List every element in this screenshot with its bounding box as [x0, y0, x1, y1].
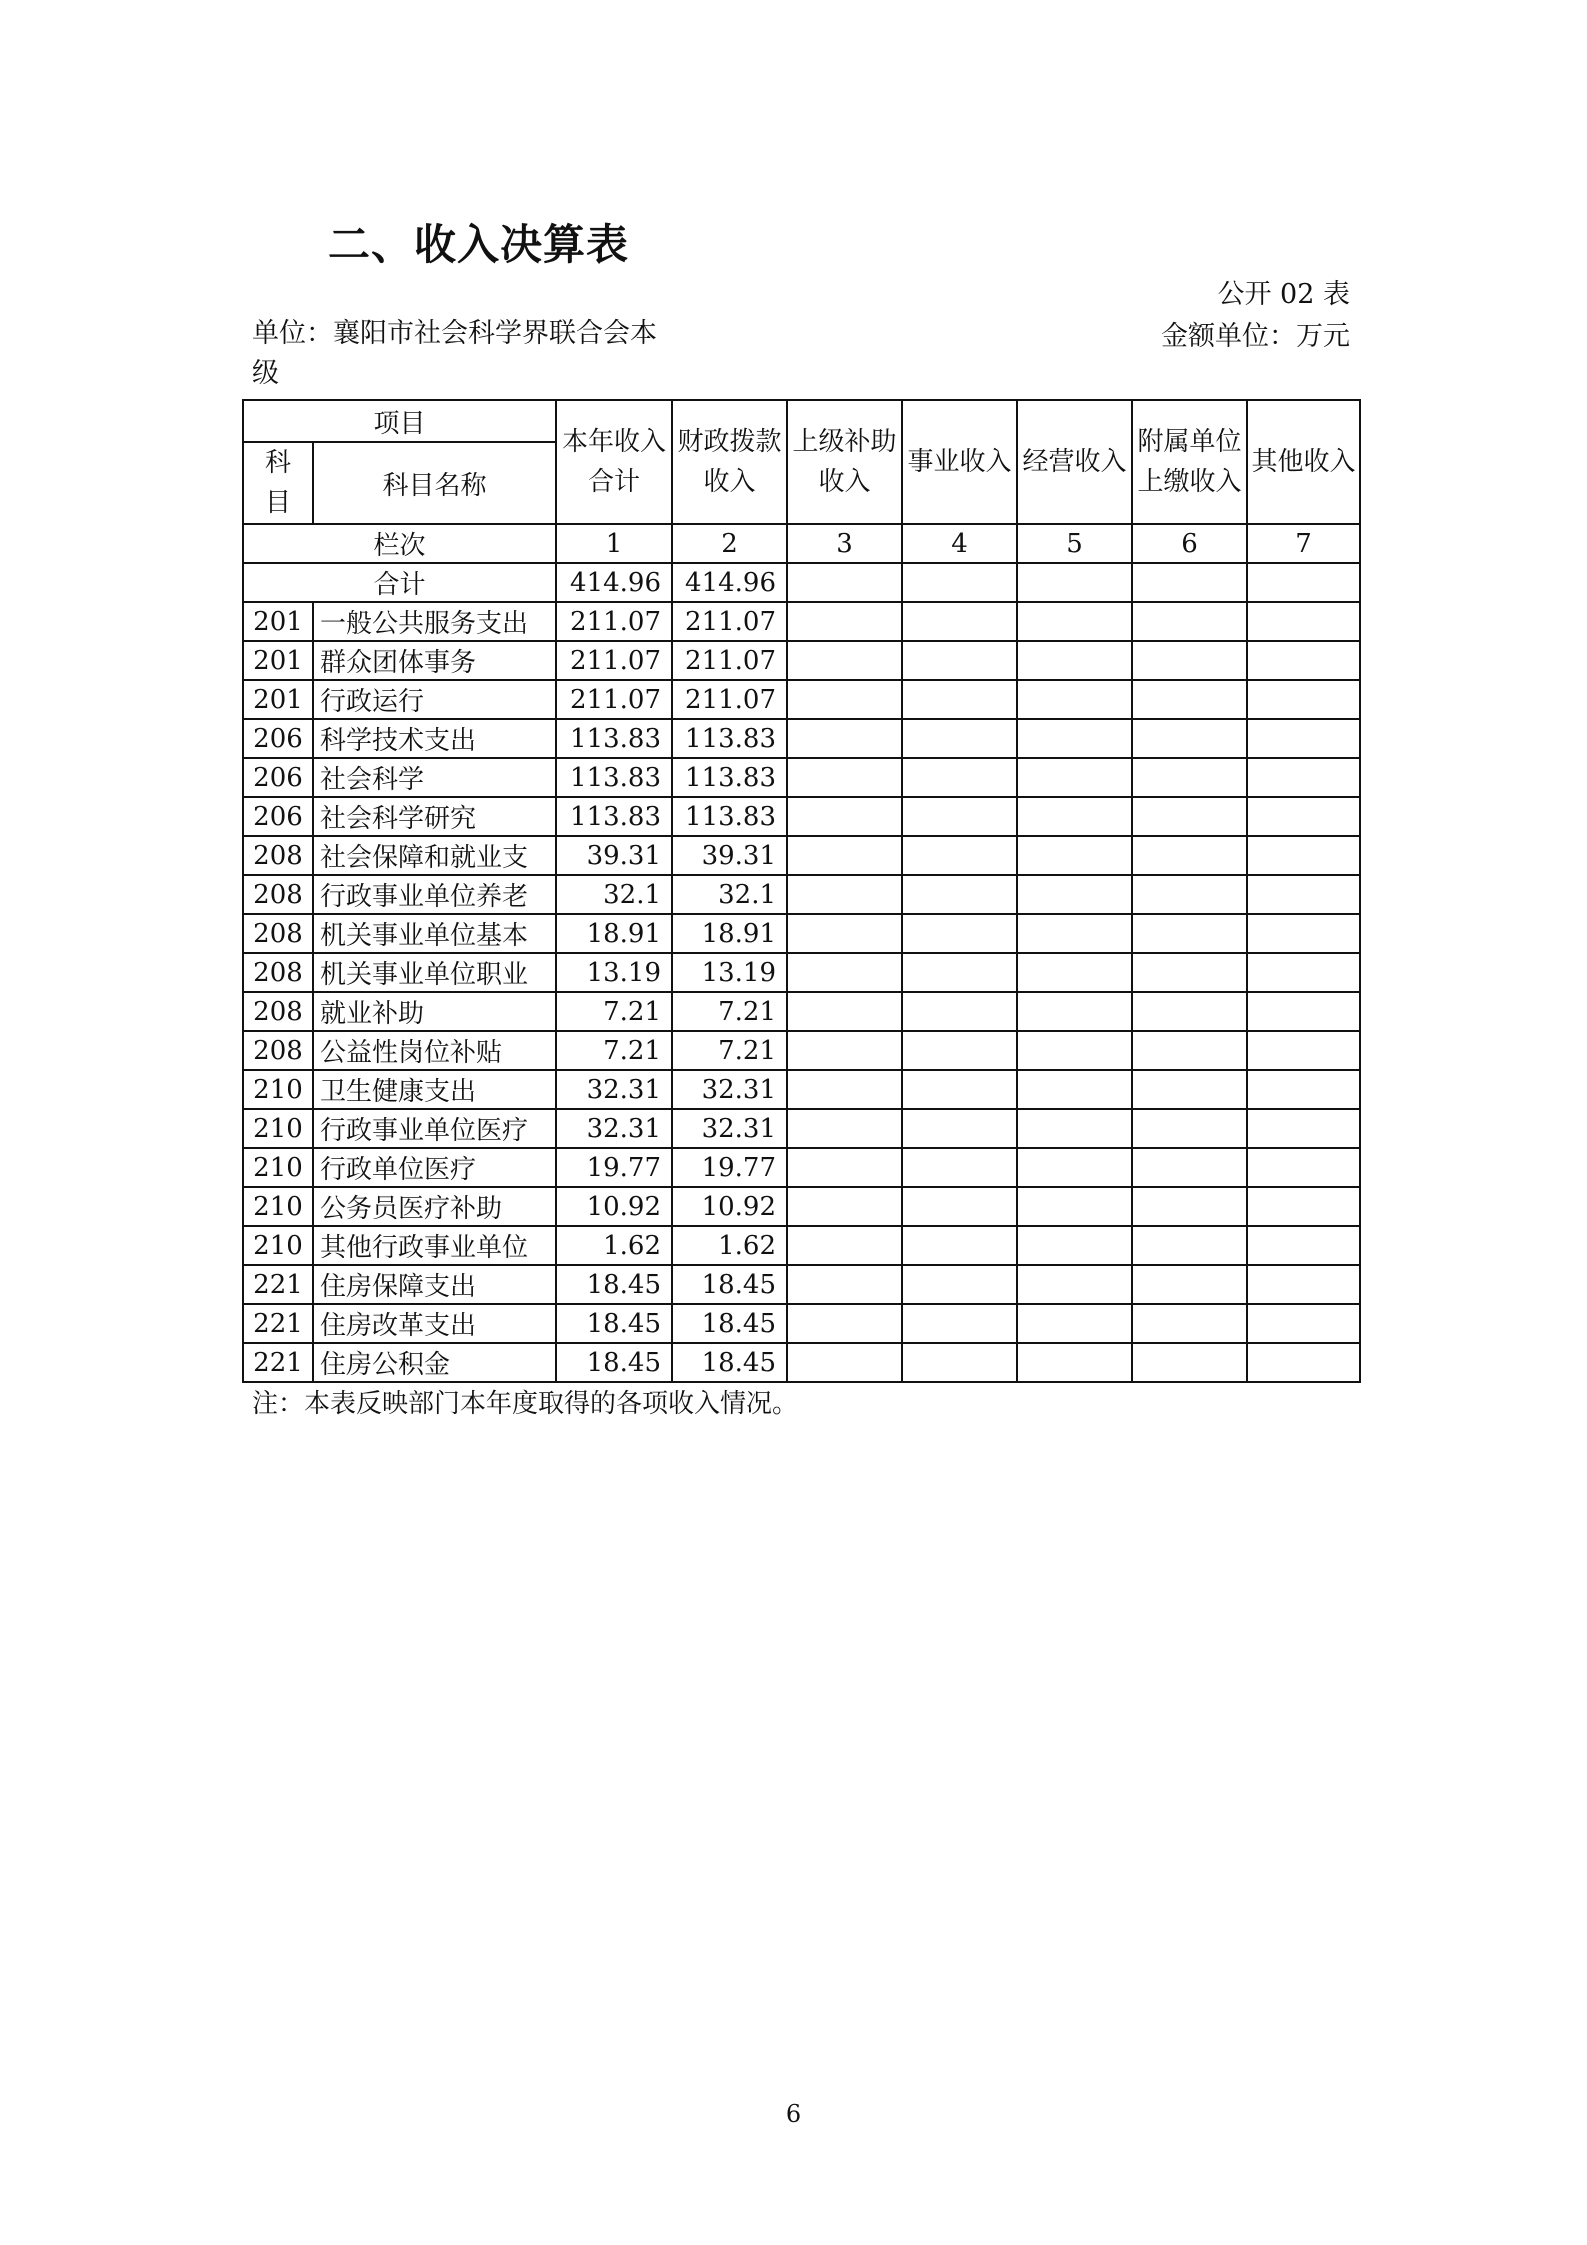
table-row [243, 836, 1360, 875]
header-col-1: 本年收入合计 [556, 400, 672, 524]
row-value [1132, 680, 1247, 719]
row-value [1247, 836, 1360, 875]
row-value [787, 992, 902, 1031]
row-value: 18.45 [672, 1265, 787, 1304]
header-xiangmu: 项目 [243, 400, 556, 442]
table-row [243, 758, 1360, 797]
row-value: 113.83 [672, 758, 787, 797]
row-value: 32.31 [672, 1070, 787, 1109]
row-value: 211.07 [672, 602, 787, 641]
table-row [243, 602, 1360, 641]
row-code: 208 [243, 992, 313, 1031]
table-row [243, 953, 1360, 992]
row-code: 206 [243, 797, 313, 836]
row-value [787, 914, 902, 953]
row-value [902, 797, 1017, 836]
row-value [902, 1070, 1017, 1109]
row-value: 7.21 [672, 992, 787, 1031]
income-table [242, 399, 1361, 1383]
row-value: 1.62 [556, 1226, 672, 1265]
header-col-4: 事业收入 [902, 400, 1017, 524]
header-row-1 [243, 400, 1360, 442]
row-value [787, 1226, 902, 1265]
row-code: 206 [243, 719, 313, 758]
row-value [902, 1187, 1017, 1226]
row-value [787, 1187, 902, 1226]
row-value [1132, 602, 1247, 641]
table-row [243, 1187, 1360, 1226]
row-value: 18.45 [556, 1265, 672, 1304]
row-value [1132, 1031, 1247, 1070]
row-code: 210 [243, 1187, 313, 1226]
row-value [1017, 602, 1132, 641]
row-value [787, 602, 902, 641]
row-value [1017, 1070, 1132, 1109]
total-value [787, 563, 902, 602]
row-value: 19.77 [556, 1148, 672, 1187]
lanci-num: 1 [556, 524, 672, 563]
row-value: 211.07 [672, 641, 787, 680]
total-value [1132, 563, 1247, 602]
row-value [1132, 641, 1247, 680]
lanci-num: 4 [902, 524, 1017, 563]
table-row [243, 1070, 1360, 1109]
doc-code: 公开 02 表 [1217, 279, 1350, 310]
row-value [787, 836, 902, 875]
table-row [243, 875, 1360, 914]
row-value [1017, 1304, 1132, 1343]
row-value: 39.31 [672, 836, 787, 875]
row-code: 201 [243, 602, 313, 641]
row-value [1017, 797, 1132, 836]
row-code: 210 [243, 1070, 313, 1109]
row-name: 社会科学研究 [313, 797, 556, 836]
row-value [1247, 1187, 1360, 1226]
row-value [902, 836, 1017, 875]
row-value [787, 1109, 902, 1148]
row-code: 201 [243, 680, 313, 719]
row-value [1017, 1109, 1132, 1148]
total-value [1017, 563, 1132, 602]
row-value [787, 1148, 902, 1187]
row-name: 住房改革支出 [313, 1304, 556, 1343]
row-value [787, 1343, 902, 1382]
row-value [1132, 1070, 1247, 1109]
row-code: 208 [243, 875, 313, 914]
row-value [1017, 1031, 1132, 1070]
row-name: 行政运行 [313, 680, 556, 719]
row-value [1017, 836, 1132, 875]
table-row [243, 680, 1360, 719]
row-value [1247, 875, 1360, 914]
header-kemu: 科目 [243, 442, 313, 524]
row-value [902, 1304, 1017, 1343]
lanci-num: 5 [1017, 524, 1132, 563]
row-value [1132, 1109, 1247, 1148]
row-value: 211.07 [556, 641, 672, 680]
header-kemu-name: 科目名称 [313, 442, 556, 524]
row-value [1247, 1265, 1360, 1304]
row-value [1017, 1187, 1132, 1226]
table-row [243, 914, 1360, 953]
row-name: 住房公积金 [313, 1343, 556, 1382]
row-value [1247, 719, 1360, 758]
table-row [243, 797, 1360, 836]
row-value [902, 1031, 1017, 1070]
row-value: 18.45 [672, 1304, 787, 1343]
row-value [1247, 641, 1360, 680]
row-value [787, 953, 902, 992]
row-value [1247, 914, 1360, 953]
row-code: 210 [243, 1148, 313, 1187]
row-value [1132, 719, 1247, 758]
row-value: 7.21 [672, 1031, 787, 1070]
page-number: 6 [785, 2100, 802, 2128]
row-code: 210 [243, 1226, 313, 1265]
row-value [1132, 758, 1247, 797]
unit-org: 单位：襄阳市社会科学界联合会本级 [252, 318, 657, 389]
row-value [787, 1031, 902, 1070]
row-value [1017, 641, 1132, 680]
row-value [1247, 953, 1360, 992]
row-value [902, 1343, 1017, 1382]
table-note: 注：本表反映部门本年度取得的各项收入情况。 [252, 1389, 799, 1419]
table-row [243, 1109, 1360, 1148]
row-value: 39.31 [556, 836, 672, 875]
row-value [787, 1070, 902, 1109]
row-value [902, 719, 1017, 758]
total-value: 414.96 [556, 563, 672, 602]
money-unit: 金额单位：万元 [1161, 321, 1350, 352]
row-value [1247, 1226, 1360, 1265]
table-row [243, 1148, 1360, 1187]
row-name: 行政事业单位医疗 [313, 1109, 556, 1148]
row-name: 群众团体事务 [313, 641, 556, 680]
row-value [1132, 1304, 1247, 1343]
row-value: 18.45 [556, 1343, 672, 1382]
row-value [1247, 758, 1360, 797]
row-value [1247, 992, 1360, 1031]
header-col-2: 财政拨款收入 [672, 400, 787, 524]
total-label: 合计 [243, 563, 556, 602]
lanci-num: 2 [672, 524, 787, 563]
row-value [1017, 758, 1132, 797]
row-value [787, 1265, 902, 1304]
row-name: 行政事业单位养老 [313, 875, 556, 914]
row-value [1132, 1343, 1247, 1382]
row-value: 32.1 [672, 875, 787, 914]
row-name: 住房保障支出 [313, 1265, 556, 1304]
row-code: 221 [243, 1304, 313, 1343]
table-row [243, 641, 1360, 680]
table-row [243, 719, 1360, 758]
lanci-num: 3 [787, 524, 902, 563]
row-name: 社会保障和就业支 [313, 836, 556, 875]
row-value [1247, 602, 1360, 641]
row-value: 32.31 [556, 1109, 672, 1148]
row-code: 208 [243, 953, 313, 992]
table-row [243, 1031, 1360, 1070]
row-name: 科学技术支出 [313, 719, 556, 758]
row-name: 行政单位医疗 [313, 1148, 556, 1187]
table-row [243, 1343, 1360, 1382]
row-value: 13.19 [556, 953, 672, 992]
row-name: 机关事业单位职业 [313, 953, 556, 992]
table-row [243, 1304, 1360, 1343]
row-value [1132, 953, 1247, 992]
row-name: 其他行政事业单位 [313, 1226, 556, 1265]
row-value: 211.07 [672, 680, 787, 719]
row-value [1132, 836, 1247, 875]
row-value [1017, 1265, 1132, 1304]
lanci-row [243, 524, 1360, 563]
row-value [1132, 1226, 1247, 1265]
row-value: 1.62 [672, 1226, 787, 1265]
row-value: 19.77 [672, 1148, 787, 1187]
table-row [243, 1265, 1360, 1304]
row-value: 10.92 [556, 1187, 672, 1226]
row-value [1017, 1226, 1132, 1265]
row-name: 机关事业单位基本 [313, 914, 556, 953]
header-col-3: 上级补助收入 [787, 400, 902, 524]
table-row [243, 992, 1360, 1031]
page-title: 二、收入决算表 [328, 220, 630, 269]
row-value [902, 914, 1017, 953]
header-col-7: 其他收入 [1247, 400, 1360, 524]
row-code: 208 [243, 914, 313, 953]
row-name: 社会科学 [313, 758, 556, 797]
row-value [1132, 875, 1247, 914]
row-value [902, 953, 1017, 992]
row-value: 7.21 [556, 992, 672, 1031]
row-value: 18.45 [556, 1304, 672, 1343]
table-row [243, 1226, 1360, 1265]
lanci-num: 7 [1247, 524, 1360, 563]
row-value: 7.21 [556, 1031, 672, 1070]
row-value [787, 719, 902, 758]
row-code: 221 [243, 1265, 313, 1304]
row-value: 113.83 [556, 719, 672, 758]
row-value: 211.07 [556, 680, 672, 719]
row-value [1017, 1343, 1132, 1382]
row-name: 卫生健康支出 [313, 1070, 556, 1109]
row-value: 113.83 [556, 758, 672, 797]
row-value [902, 992, 1017, 1031]
lanci-num: 6 [1132, 524, 1247, 563]
row-value: 113.83 [556, 797, 672, 836]
row-name: 一般公共服务支出 [313, 602, 556, 641]
row-value [1017, 953, 1132, 992]
row-value: 32.1 [556, 875, 672, 914]
row-value [1247, 797, 1360, 836]
row-value [1132, 1265, 1247, 1304]
row-value: 13.19 [672, 953, 787, 992]
row-value [787, 641, 902, 680]
row-code: 210 [243, 1109, 313, 1148]
row-value: 10.92 [672, 1187, 787, 1226]
row-code: 201 [243, 641, 313, 680]
row-value [902, 875, 1017, 914]
row-value [1132, 1187, 1247, 1226]
row-value: 113.83 [672, 797, 787, 836]
row-value [787, 797, 902, 836]
row-value [902, 1265, 1017, 1304]
lanci-label: 栏次 [243, 524, 556, 563]
total-value: 414.96 [672, 563, 787, 602]
row-value [1017, 1148, 1132, 1187]
row-value: 32.31 [672, 1109, 787, 1148]
row-value [1017, 875, 1132, 914]
row-value [1132, 914, 1247, 953]
row-value: 211.07 [556, 602, 672, 641]
total-value [902, 563, 1017, 602]
row-value [1017, 992, 1132, 1031]
row-value [1247, 1070, 1360, 1109]
row-value [787, 680, 902, 719]
header-col-5: 经营收入 [1017, 400, 1132, 524]
row-value: 18.45 [672, 1343, 787, 1382]
row-value [902, 641, 1017, 680]
row-value [1247, 680, 1360, 719]
row-value [902, 602, 1017, 641]
row-value [902, 680, 1017, 719]
row-value: 113.83 [672, 719, 787, 758]
row-name: 就业补助 [313, 992, 556, 1031]
row-value [902, 1109, 1017, 1148]
row-value [1132, 797, 1247, 836]
row-value [1132, 1148, 1247, 1187]
row-value [787, 875, 902, 914]
row-value [1247, 1343, 1360, 1382]
row-code: 206 [243, 758, 313, 797]
row-code: 208 [243, 836, 313, 875]
row-value [787, 1304, 902, 1343]
row-value [1017, 719, 1132, 758]
row-code: 221 [243, 1343, 313, 1382]
row-value [1132, 992, 1247, 1031]
row-value [1247, 1148, 1360, 1187]
row-value: 18.91 [672, 914, 787, 953]
row-value [902, 758, 1017, 797]
row-name: 公务员医疗补助 [313, 1187, 556, 1226]
row-value [1017, 914, 1132, 953]
row-name: 公益性岗位补贴 [313, 1031, 556, 1070]
total-value [1247, 563, 1360, 602]
row-value [787, 758, 902, 797]
row-value: 18.91 [556, 914, 672, 953]
header-col-6: 附属单位上缴收入 [1132, 400, 1247, 524]
total-row [243, 563, 1360, 602]
row-value [1017, 680, 1132, 719]
row-value [902, 1226, 1017, 1265]
row-code: 208 [243, 1031, 313, 1070]
row-value [1247, 1031, 1360, 1070]
row-value: 32.31 [556, 1070, 672, 1109]
row-value [1247, 1109, 1360, 1148]
row-value [1247, 1304, 1360, 1343]
row-value [902, 1148, 1017, 1187]
